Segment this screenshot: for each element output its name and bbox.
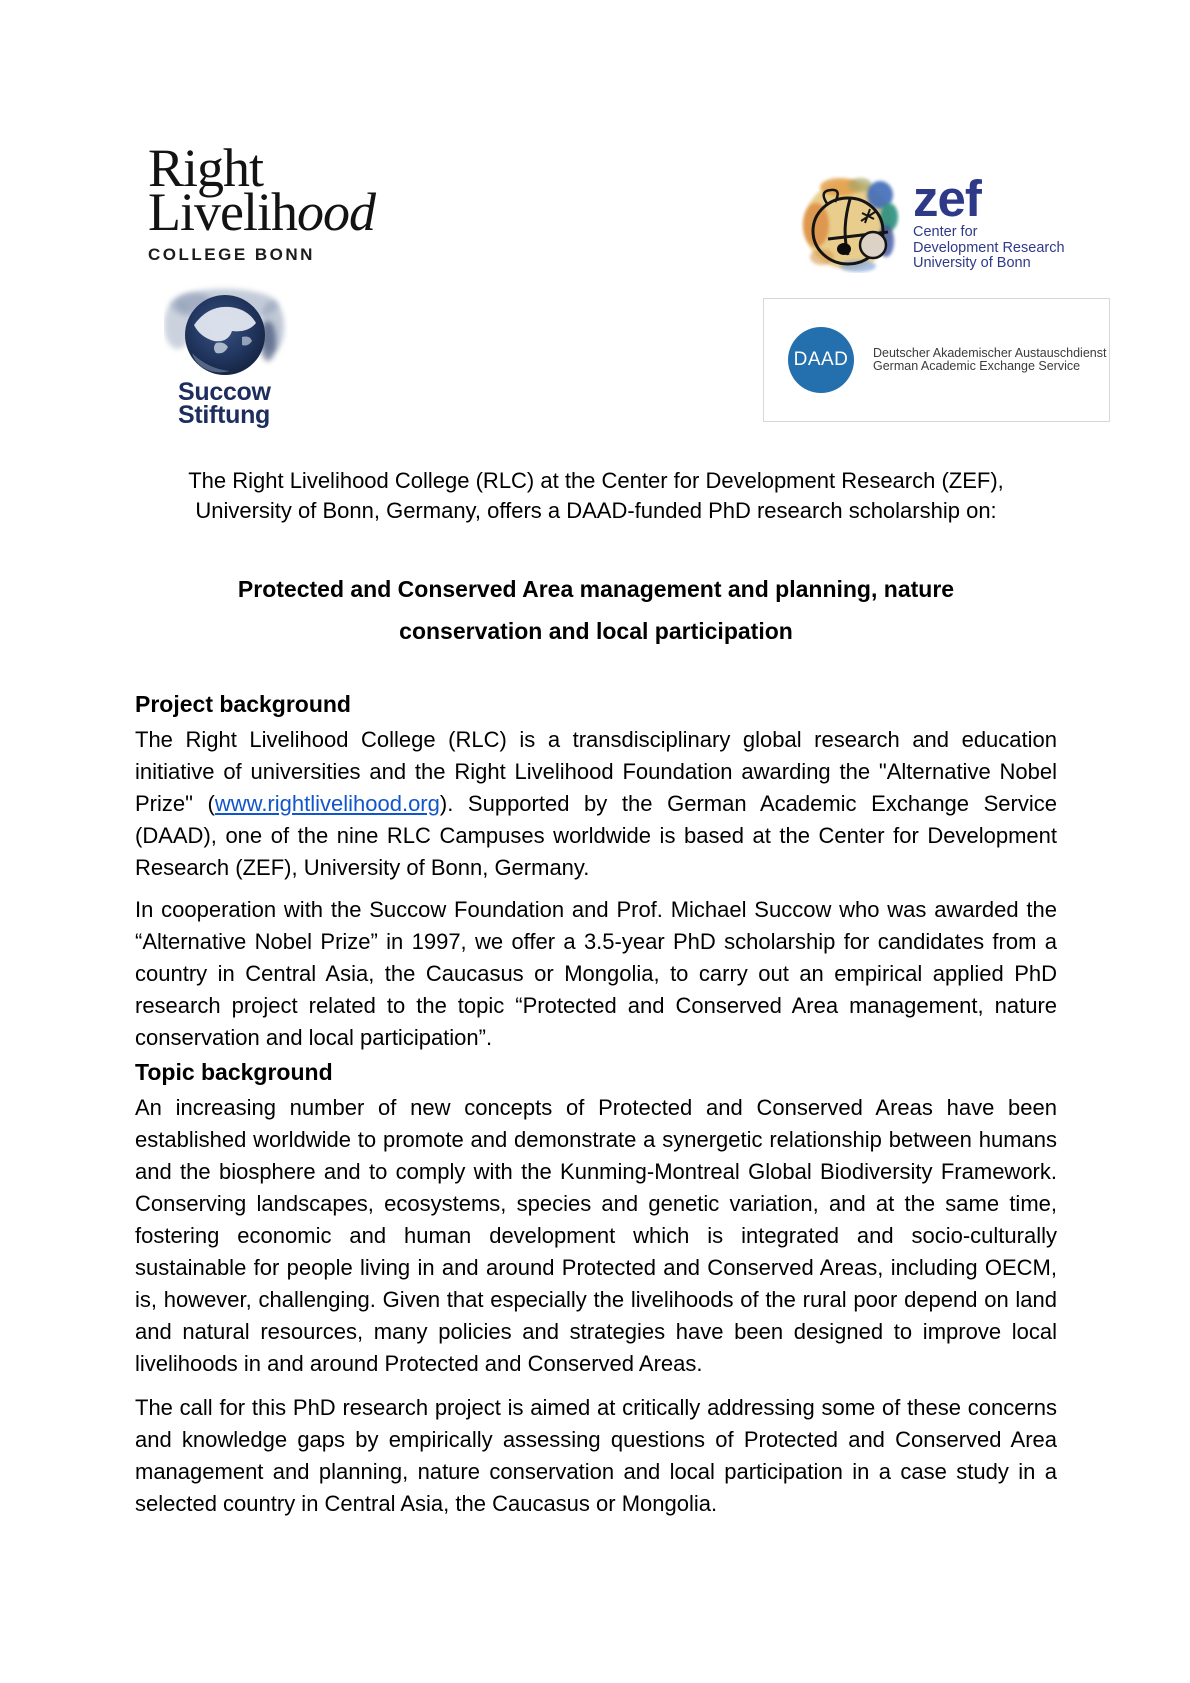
daad-text-block [873,347,1106,373]
right-livelihood-logo [148,138,375,265]
zef-text-block [913,170,1065,272]
project-background-paragraph-1 [135,724,1057,884]
intro-line-2: University of Bonn, Germany, offers a DAAD-funded PhD research scholarship on: [195,498,997,523]
topic-background-heading: Topic background [135,1059,333,1085]
paragraph-text: ). Supported by the German Academic Exchange Service (DAAD), one of the nine RLC Campuses worldwide is based at the Center for Development Research (ZEF), University of Bonn, Germany. [135,791,1057,880]
succow-globe-icon [164,283,288,379]
daad-logo [763,298,1110,422]
succow-stiftung-label: Succow Stiftung [178,378,271,429]
college-bonn-label: COLLEGE BONN [148,245,315,264]
daad-name-english: German Academic Exchange Service [873,359,1081,373]
right-livelihood-wordmark-line1: Right [148,138,264,198]
scholarship-title-line-1: Protected and Conserved Area management and planning, nature [237,576,955,602]
zef-logo [798,170,1065,273]
zef-tagline: Center for Development Research University of Bonn [913,224,1065,271]
project-background-heading: Project background [135,691,351,717]
topic-background-paragraph-2: The call for this PhD research project is aimed at critically addressing some of these concerns and knowledge gaps by empirically assessing questions of Protected and Conserved Area management and planning, nature conservation and local participation in a case study in a selected country in Central Asia, the Caucasus or Mongolia. [135,1395,1057,1516]
intro-line-1: The Right Livelihood College (RLC) at the Center for Development Research (ZEF), [188,468,1004,493]
intro-text [135,466,1057,526]
project-background-paragraph-2: In cooperation with the Succow Foundation and Prof. Michael Succow who was awarded the “Alternative Nobel Prize” in 1997, we offer a 3.5-year PhD scholarship for candidates from a country in Central Asia, the Caucasus or Mongolia, to carry out an empirical applied PhD research project related to the topic “Protected and Conserved Area management, nature conservation and local participation”. [135,897,1057,1050]
right-livelihood-wordmark [148,138,375,242]
rightlivelihood-link[interactable]: www.rightlivelihood.org [214,791,440,816]
scholarship-title-line-2: conservation and local participation [399,618,793,644]
scholarship-title [135,568,1057,652]
succow-stiftung-logo [160,283,288,427]
topic-background-paragraph-1: An increasing number of new concepts of Protected and Conserved Areas have been established worldwide to promote and demonstrate a synergetic relationship between humans and the biosphere and to comply with the Kunming-Montreal Global Biodiversity Framework. Conserving landscapes, ecosystems, species and genetic variation, and at the same time, fostering economic and human development which is integrated and socio-culturally sustainable for people living in and around Protected and Conserved Areas, including OECM, is, however, challenging. Given that especially the livelihoods of the rural poor depend on land and natural resources, many policies and strategies have been designed to improve local livelihoods in and around Protected and Conserved Areas. [135,1095,1057,1376]
daad-acronym: DAAD [793,349,849,370]
zef-artwork-icon [798,175,900,273]
daad-circle-icon [788,327,854,393]
right-livelihood-wordmark-line2: Livelihood [148,182,375,242]
zef-wordmark: zef [913,170,981,227]
daad-name-german: Deutscher Akademischer Austauschdienst [873,346,1107,360]
paragraph-text: The Right Livelihood College (RLC) is a transdisciplinary global research and education initiative of universities and the Right Livelihood Foundation awarding the "Alternative Nobel Prize" ( [135,727,1057,816]
